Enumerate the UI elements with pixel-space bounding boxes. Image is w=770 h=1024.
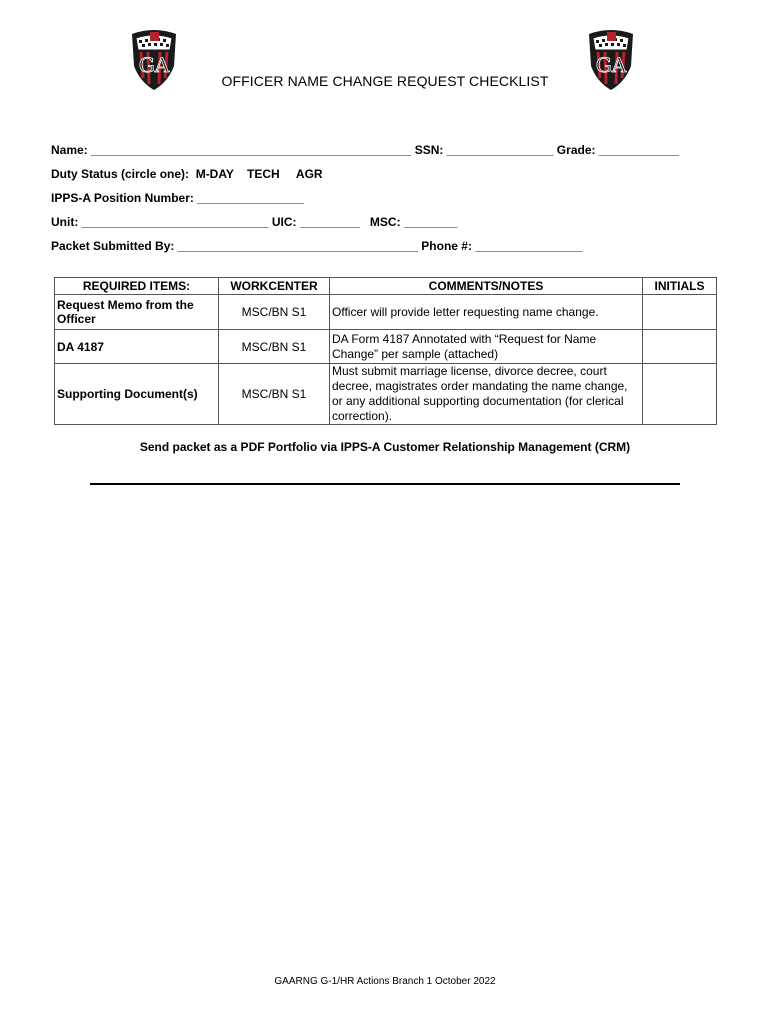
workcenter-cell: MSC/BN S1 [219, 364, 330, 425]
page-title: OFFICER NAME CHANGE REQUEST CHECKLIST [221, 73, 549, 89]
table-header-row [55, 278, 717, 295]
form-fields [51, 138, 731, 258]
workcenter-cell: MSC/BN S1 [219, 330, 330, 364]
packet-submitted-phone-line[interactable]: Packet Submitted By: ____________________________________ Phone #: ________________ [51, 239, 583, 253]
svg-text:GA: GA [138, 53, 170, 77]
horizontal-divider [90, 483, 680, 485]
initials-cell[interactable] [643, 295, 717, 330]
header-required-items: REQUIRED ITEMS: [55, 278, 219, 295]
table-row [55, 364, 717, 425]
name-ssn-grade-line[interactable]: Name: ________________________________________________ SSN: ________________ Grade: ____________ [51, 143, 679, 157]
ga-shield-logo-right [585, 26, 637, 92]
document-header [0, 26, 770, 96]
svg-text:GA: GA [595, 53, 627, 77]
comments-cell: Officer will provide letter requesting name change. [330, 295, 643, 330]
comments-cell: Must submit marriage license, divorce decree, court decree, magistrates order mandating the name change, or any additional supporting documentation (for clerical correction). [330, 364, 643, 425]
required-item-cell: Request Memo from the Officer [55, 295, 219, 330]
required-item-cell: DA 4187 [55, 330, 219, 364]
initials-cell[interactable] [643, 364, 717, 425]
comments-cell: DA Form 4187 Annotated with “Request for Name Change” per sample (attached) [330, 330, 643, 364]
page-footer: GAARNG G-1/HR Actions Branch 1 October 2022 [274, 976, 496, 987]
initials-cell[interactable] [643, 330, 717, 364]
header-comments-notes: COMMENTS/NOTES [330, 278, 643, 295]
workcenter-cell: MSC/BN S1 [219, 295, 330, 330]
send-packet-note: Send packet as a PDF Portfolio via IPPS-A Customer Relationship Management (CRM) [139, 440, 631, 454]
header-initials: INITIALS [643, 278, 717, 295]
table-row [55, 295, 717, 330]
header-workcenter: WORKCENTER [219, 278, 330, 295]
duty-status-line[interactable]: Duty Status (circle one): M-DAY TECH AGR [51, 167, 323, 181]
required-item-cell: Supporting Document(s) [55, 364, 219, 425]
checklist-table [54, 277, 717, 425]
table-row [55, 330, 717, 364]
ipps-a-position-line[interactable]: IPPS-A Position Number: ________________ [51, 191, 305, 205]
unit-uic-msc-line[interactable]: Unit: ____________________________ UIC: _________ MSC: ________ [51, 215, 458, 229]
